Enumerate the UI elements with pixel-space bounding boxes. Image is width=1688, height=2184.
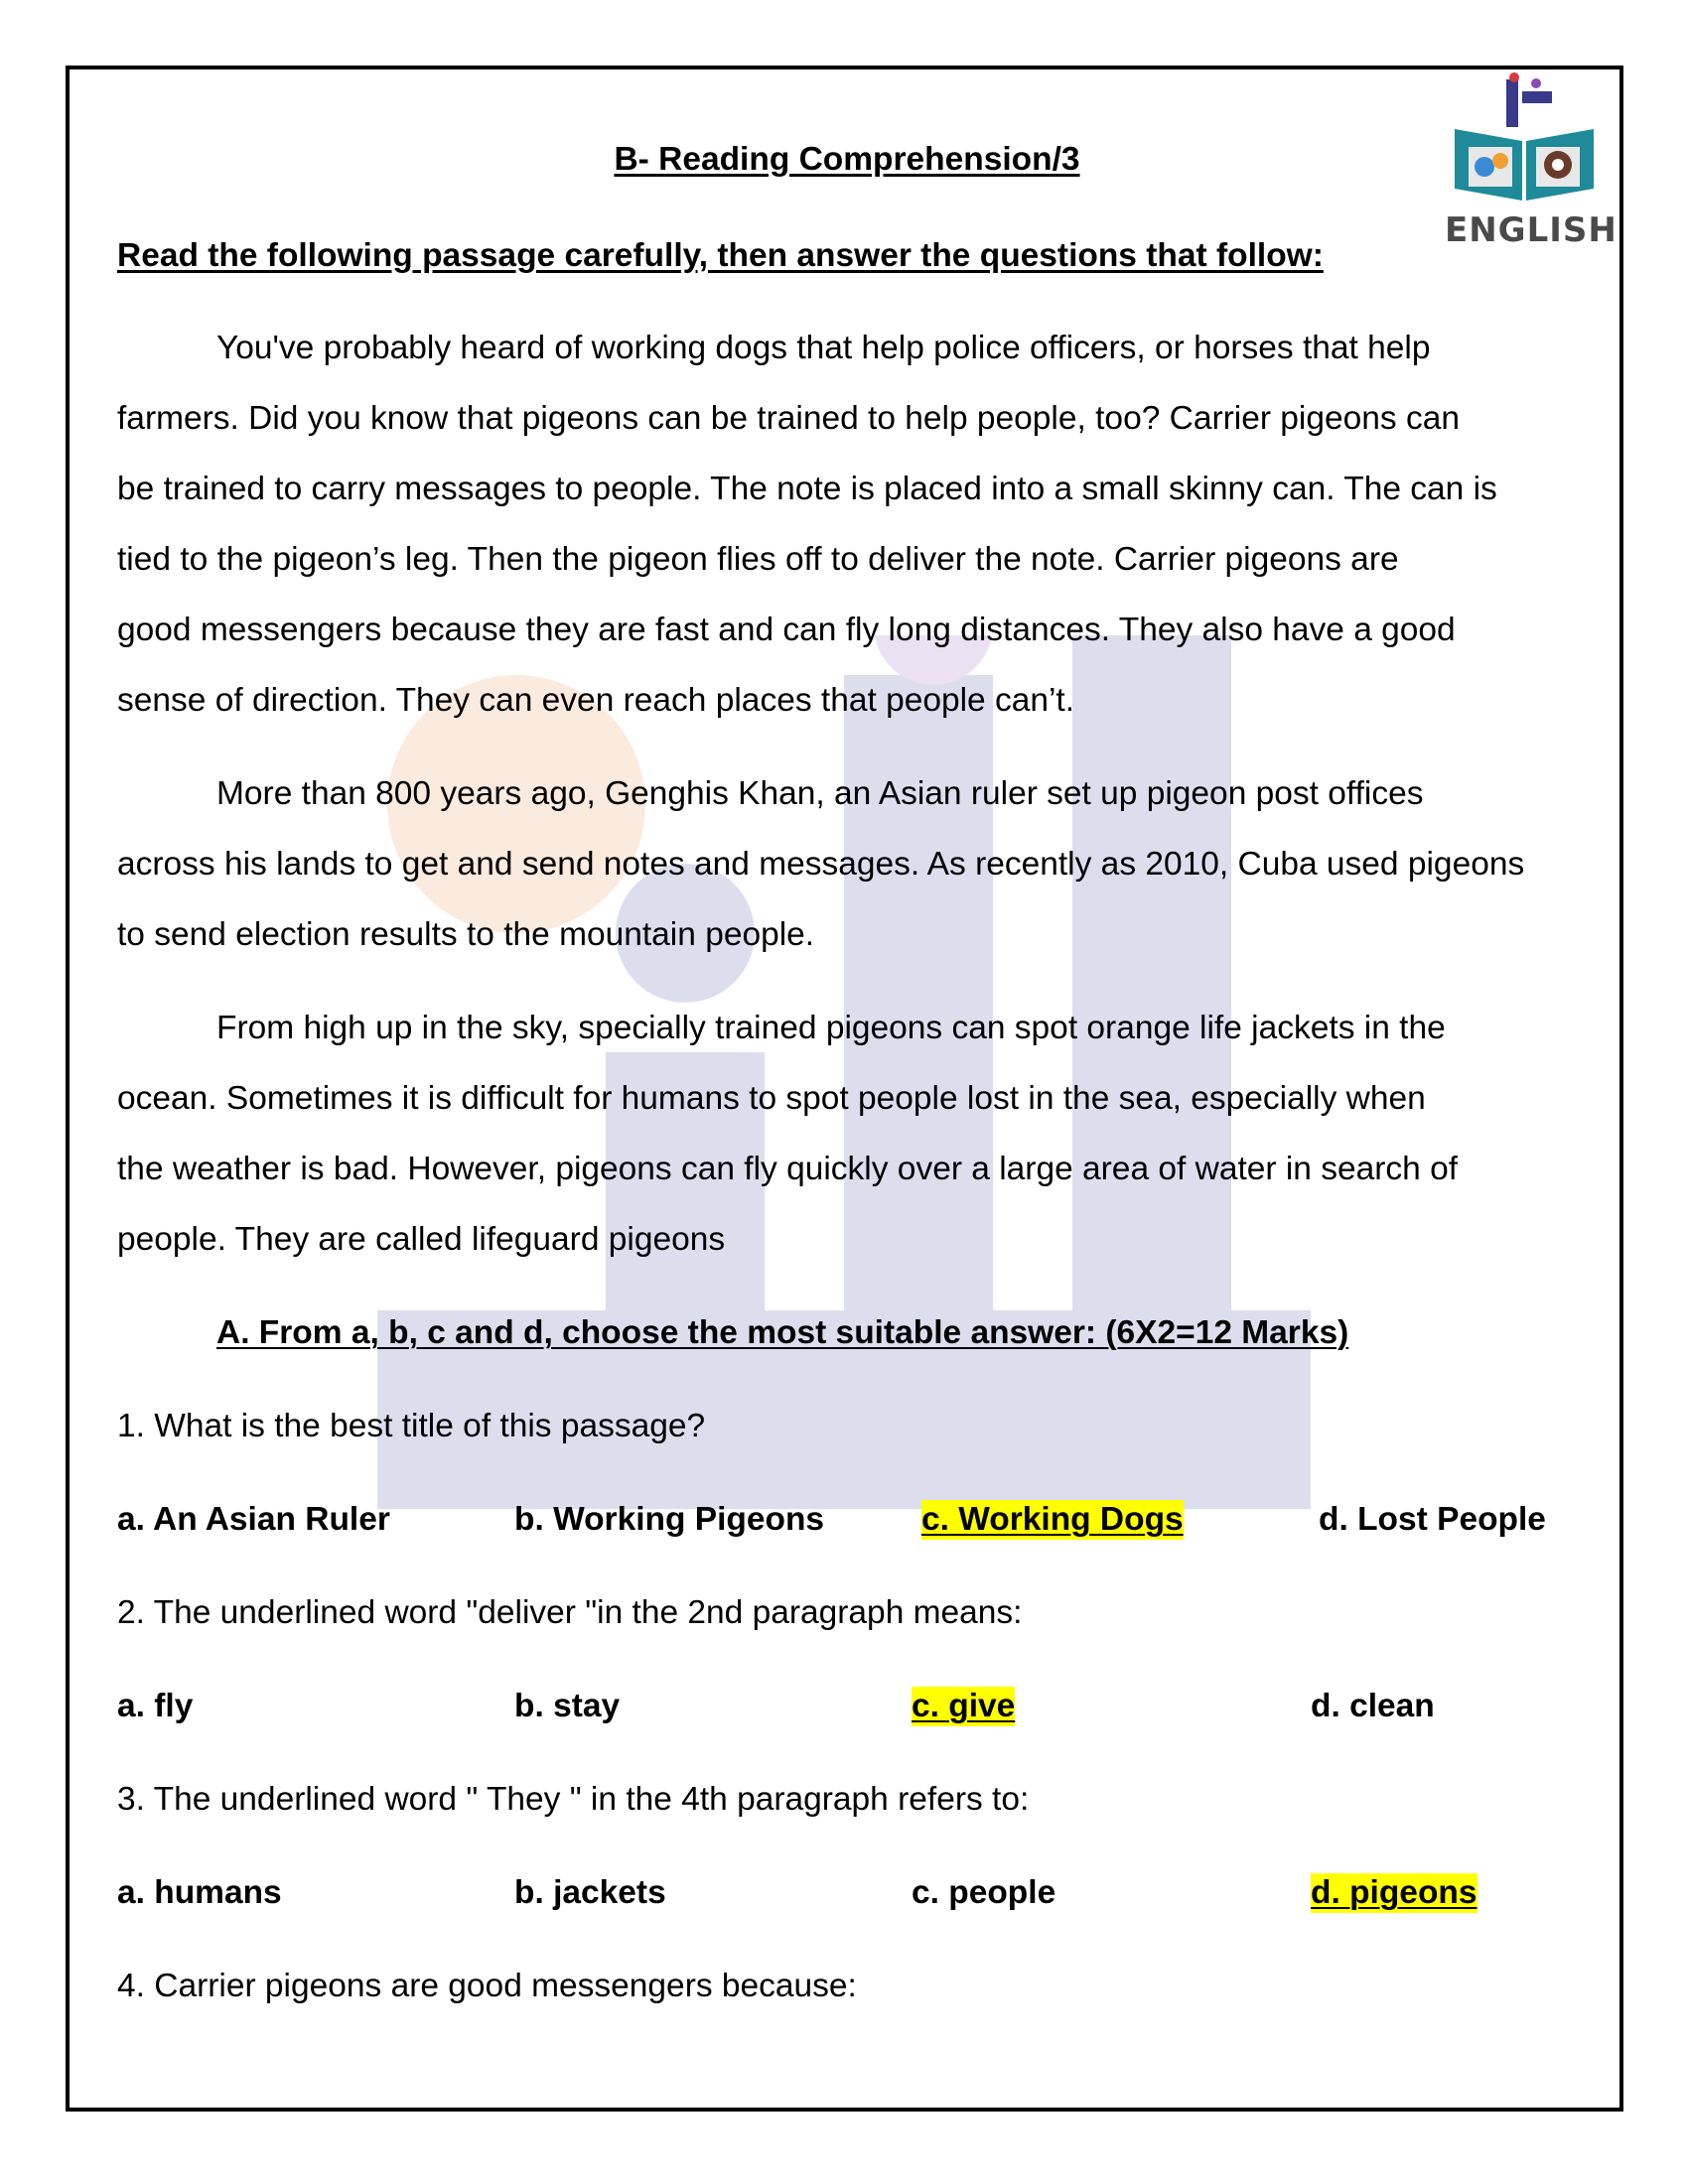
q3-option-a[interactable]: a. humans	[117, 1874, 282, 1911]
q1-option-c-highlighted[interactable]: c. Working Dogs	[921, 1501, 1184, 1538]
question-1: 1. What is the best title of this passage?	[117, 1408, 706, 1444]
section-a-heading: A. From a, b, c and d, choose the most suitable answer: (6X2=12 Marks)	[216, 1314, 1349, 1351]
q1-option-b[interactable]: b. Working Pigeons	[514, 1501, 825, 1538]
q3-option-b[interactable]: b. jackets	[514, 1874, 666, 1911]
passage-line: be trained to carry messages to people. The note is placed into a small skinny can. The can is	[117, 471, 1497, 507]
passage-line: the weather is bad. However, pigeons can fly quickly over a large area of water in search of	[117, 1151, 1459, 1187]
question-2: 2. The underlined word "deliver "in the 2nd paragraph means:	[117, 1594, 1023, 1631]
passage-line: across his lands to get and send notes and messages. As recently as 2010, Cuba used pigeons	[117, 846, 1525, 883]
passage-line: From high up in the sky, specially trained pigeons can spot orange life jackets in the	[216, 1010, 1446, 1046]
passage-line: good messengers because they are fast and can fly long distances. They also have a good	[117, 612, 1456, 648]
q2-option-b[interactable]: b. stay	[514, 1688, 621, 1724]
q2-option-c-highlighted[interactable]: c. give	[912, 1688, 1016, 1724]
q1-option-d[interactable]: d. Lost People	[1319, 1501, 1546, 1538]
passage-line: farmers. Did you know that pigeons can be trained to help people, too? Carrier pigeons can	[117, 400, 1460, 437]
question-3: 3. The underlined word " They " in the 4th paragraph refers to:	[117, 1781, 1030, 1818]
logo-text: ENGLISH	[1445, 210, 1618, 250]
instruction-text: Read the following passage carefully, then answer the questions that follow:	[117, 237, 1324, 274]
page-title: B- Reading Comprehension/3	[614, 141, 1080, 178]
q3-option-c[interactable]: c. people	[912, 1874, 1056, 1911]
q1-option-a[interactable]: a. An Asian Ruler	[117, 1501, 390, 1538]
passage-line: You've probably heard of working dogs that help police officers, or horses that help	[216, 330, 1431, 366]
passage-line: tied to the pigeon’s leg. Then the pigeon flies off to deliver the note. Carrier pigeons are	[117, 541, 1399, 578]
question-4: 4. Carrier pigeons are good messengers because:	[117, 1968, 857, 2004]
passage-line: people. They are called lifeguard pigeons	[117, 1221, 726, 1258]
passage-line: ocean. Sometimes it is difficult for humans to spot people lost in the sea, especially when	[117, 1080, 1426, 1117]
passage-line: sense of direction. They can even reach places that people can’t.	[117, 682, 1075, 719]
passage-line: More than 800 years ago, Genghis Khan, an Asian ruler set up pigeon post offices	[216, 775, 1424, 812]
q2-option-a[interactable]: a. fly	[117, 1688, 194, 1724]
q3-option-d-highlighted[interactable]: d. pigeons	[1311, 1874, 1477, 1911]
passage-line: to send election results to the mountain people.	[117, 916, 815, 953]
q2-option-d[interactable]: d. clean	[1311, 1688, 1435, 1724]
